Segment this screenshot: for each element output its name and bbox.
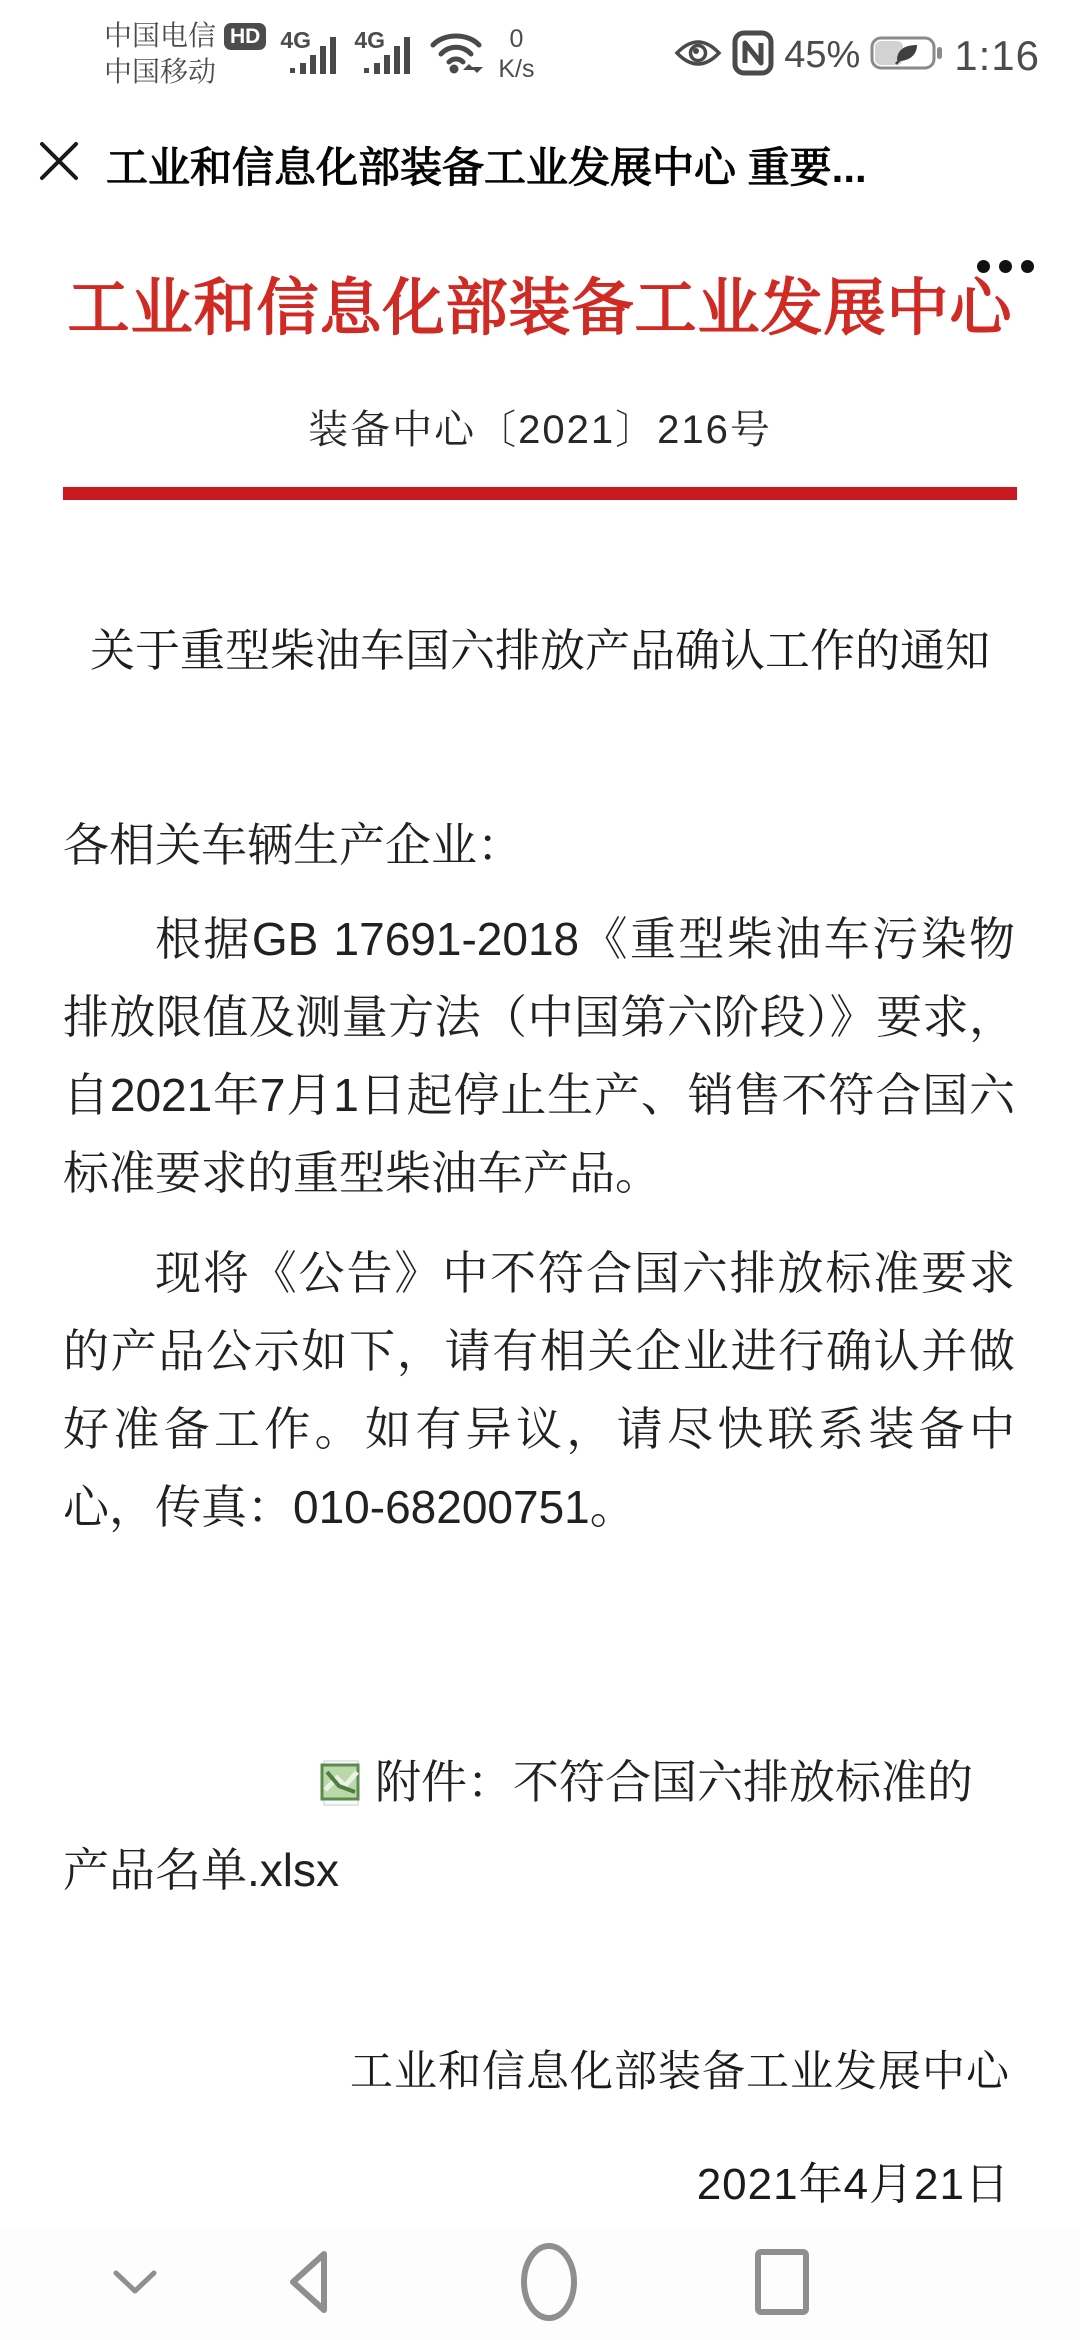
close-button[interactable]	[34, 136, 84, 186]
letterhead-rule	[63, 487, 1017, 500]
salutation: 各相关车辆生产企业：	[63, 819, 523, 871]
carrier-secondary-row	[104, 54, 266, 90]
network-speed-unit: K/s	[498, 55, 535, 83]
article-title: 工业和信息化部装备工业发展中心 重要...	[106, 144, 867, 191]
network-speed	[498, 24, 534, 84]
network-speed-value: 0	[509, 25, 524, 53]
battery-percent-label: 45%	[784, 34, 861, 76]
hd-badge: HD	[224, 23, 266, 50]
sim2-network-label: 4G	[354, 27, 386, 53]
signal-bars-icon	[364, 34, 414, 79]
notice-title: 关于重型柴油车国六排放产品确认工作的通知	[89, 625, 990, 676]
document-date: 2021年4月21日	[696, 2160, 1010, 2209]
body-paragraph: 现将《公告》中不符合国六排放标准要求的产品公示如下，请有相关企业进行确认并做好准备工作。如有异议，请尽快联系装备中心，传真：010-68200751。	[63, 1247, 1015, 1533]
article-title-bar	[0, 102, 1080, 220]
carrier-labels	[104, 18, 266, 90]
carrier-primary-row	[104, 18, 266, 54]
home-icon	[518, 2241, 580, 2328]
hide-navbar-button[interactable]	[75, 2228, 195, 2340]
nfc-icon	[732, 30, 774, 81]
carrier-primary-label: 中国电信	[104, 20, 217, 51]
body-paragraph: 根据GB 17691-2018《重型柴油车污染物排放限值及测量方法（中国第六阶段）》要求，自2021年7月1日起停止生产、销售不符合国六标准要求的重型柴油车产品。	[63, 913, 1015, 1199]
battery-saver-icon	[870, 34, 944, 77]
clock-label: 1:16	[954, 31, 1040, 79]
wifi-icon	[428, 28, 484, 81]
attachment-label: 附件：不符合国六排放标准的产品名单.xlsx	[63, 1756, 973, 1896]
letterhead-title: 工业和信息化部装备工业发展中心	[67, 274, 1013, 343]
eye-comfort-icon	[674, 37, 722, 74]
document-number: 装备中心〔2021〕216号	[308, 408, 772, 452]
home-button[interactable]	[489, 2228, 609, 2340]
signal-bars-icon	[290, 34, 340, 79]
back-icon	[284, 2247, 332, 2322]
sim1-network-label: 4G	[280, 27, 312, 53]
sim2-signal	[354, 25, 414, 83]
sim1-signal	[280, 25, 340, 83]
back-button[interactable]	[248, 2228, 368, 2340]
excel-file-icon	[191, 1750, 361, 1830]
attachment-link[interactable]	[63, 1742, 1015, 1910]
status-bar-right	[674, 30, 1040, 81]
status-bar-left	[104, 18, 534, 90]
recents-button[interactable]	[722, 2228, 842, 2340]
notice-body	[63, 806, 1015, 1546]
carrier-secondary-label: 中国移动	[104, 56, 217, 87]
signature: 工业和信息化部装备工业发展中心	[350, 2048, 1010, 2096]
close-icon	[34, 173, 84, 190]
chevron-down-icon	[107, 2264, 163, 2305]
navigation-bar	[0, 2228, 1080, 2340]
recents-icon	[753, 2247, 811, 2322]
status-bar	[0, 6, 1080, 102]
